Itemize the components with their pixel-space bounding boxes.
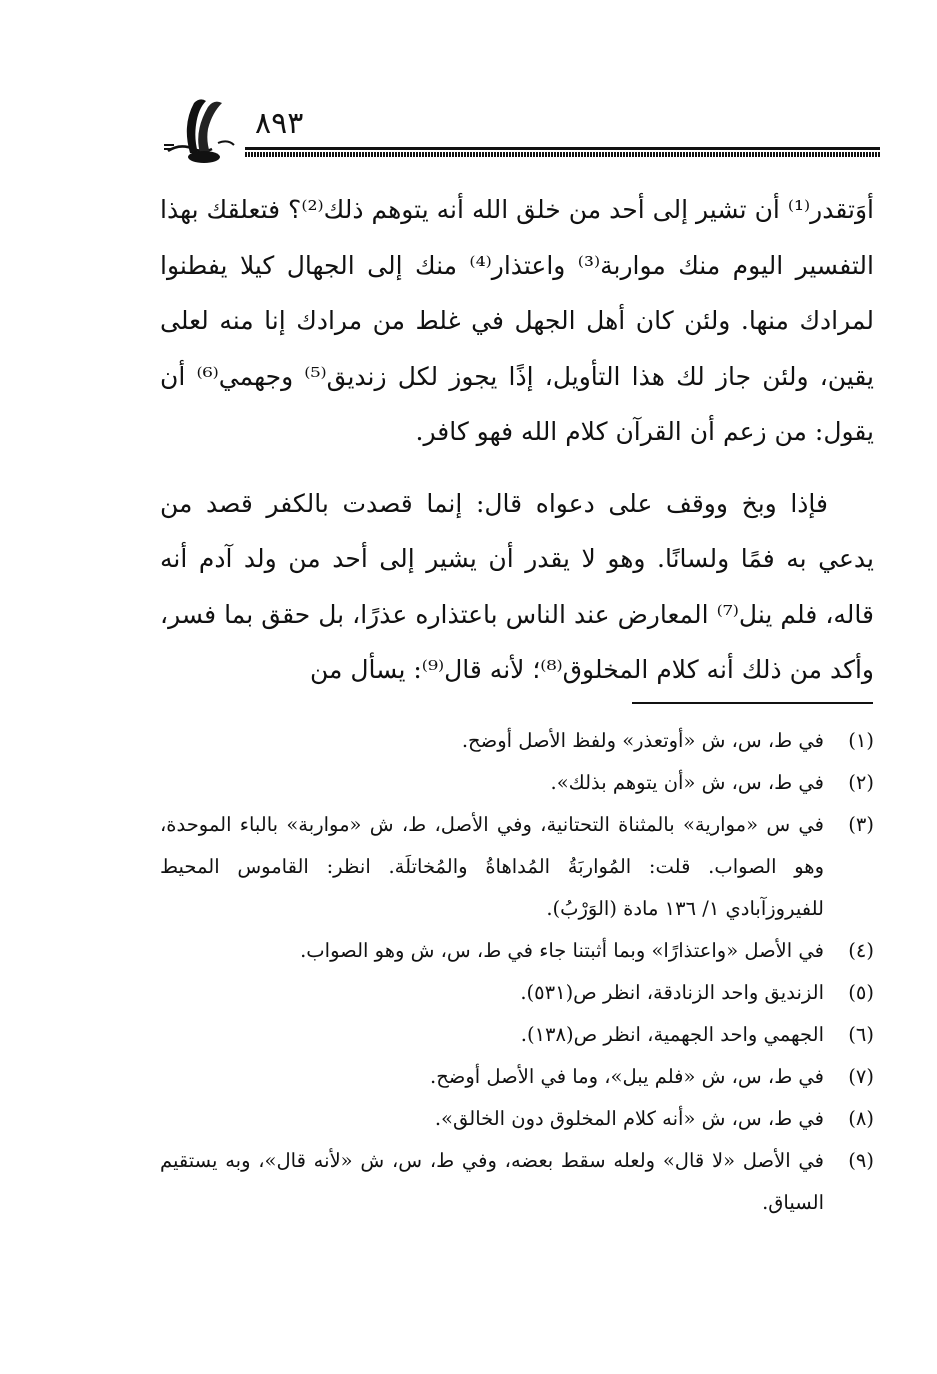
paragraph: فإذا وبخ ووقف على دعواه قال: إنما قصدت بالكفر قصد من يدعي به فمًا ولسانًا. وهو لا يقدر أن يشير إلى أحد من ولد آدم أنه قاله، فلم ينل⁽⁷⁾ المعارض عند الناس باعتذاره عذرًا، بل حقق بما فسر، وأكد من ذلك أنه كلام المخلوق⁽⁸⁾؛ لأنه قال⁽⁹⁾: يسأل من (160, 488, 874, 684)
footnote (160, 762, 874, 804)
footnote-text: في ط، س، ش «أن يتوهم بذلك». (550, 771, 824, 794)
footnote-text: في ط، س، ش «أوتعذر» ولفظ الأصل أوضح. (461, 729, 824, 752)
footnote-number: (٥) (848, 981, 874, 1004)
footnote-number: (٣) (848, 813, 874, 836)
footnote-text: في ط، س، ش «فلم يبل»، وما في الأصل أوضح. (430, 1065, 824, 1088)
footnote (160, 804, 874, 930)
footnote-text: في ط، س، ش «أنه كلام المخلوق دون الخالق». (434, 1107, 824, 1130)
footnotes (160, 720, 874, 1224)
footnote-number: (٩) (848, 1149, 874, 1172)
footnote-text: الجهمي واحد الجهمية، انظر ص(١٣٨). (520, 1023, 824, 1046)
paragraph: أوَتقدر⁽¹⁾ أن تشير إلى أحد من خلق الله أنه يتوهم ذلك⁽²⁾؟ فتعلقك بهذا التفسير اليوم منك مواربة⁽³⁾ واعتذار⁽⁴⁾ منك إلى الجهال كيلا يفطنوا لمرادك منها. ولئن كان أهل الجهل في غلط من مرادك إنا منه لعلى يقين، ولئن جاز لك هذا التأويل، إذًا يجوز لكل زنديق⁽⁵⁾ وجهمي⁽⁶⁾ أن يقول: من زعم أن القرآن كلام الله فهو كافر. (160, 195, 874, 446)
footnote (160, 930, 874, 972)
footnote-text: في الأصل «لا قال» ولعله سقط بعضه، وفي ط، س، ش «لأنه قال»، وبه يستقيم السياق. (160, 1149, 824, 1214)
footnote-number: (٤) (848, 939, 874, 962)
main-text (160, 182, 874, 698)
footnote-number: (٦) (848, 1023, 874, 1046)
footnote-text: في الأصل «واعتذارًا» وبما أثبتنا جاء في ط، س، ش وهو الصواب. (300, 939, 824, 962)
footnote (160, 720, 874, 762)
footnote-number: (١) (848, 729, 874, 752)
page-header (160, 95, 880, 165)
header-rule (245, 147, 880, 150)
footnote (160, 972, 874, 1014)
footnote-number: (٢) (848, 771, 874, 794)
footnote-number: (٨) (848, 1107, 874, 1130)
header-rule-dotted (245, 152, 880, 157)
quill-inkwell-ornament-icon (160, 95, 240, 165)
footnote-separator (632, 702, 873, 704)
footnote-number: (٧) (848, 1065, 874, 1088)
page-number: ٨٩٣ (255, 106, 304, 141)
footnote (160, 1098, 874, 1140)
footnote-text: الزنديق واحد الزنادقة، انظر ص(٥٣١). (520, 981, 824, 1004)
footnote (160, 1056, 874, 1098)
footnote (160, 1014, 874, 1056)
footnote-text: في س «موارية» بالمثناة التحتانية، وفي الأصل، ط، ش «مواربة» بالباء الموحدة، وهو الصواب. قلت: المُواربَةُ المُداهاةُ والمُخاتلَة. انظر: القاموس المحيط للفيروزآبادي ١/ ١٣٦ مادة (الوَرْبُ). (160, 813, 824, 920)
footnote (160, 1140, 874, 1224)
